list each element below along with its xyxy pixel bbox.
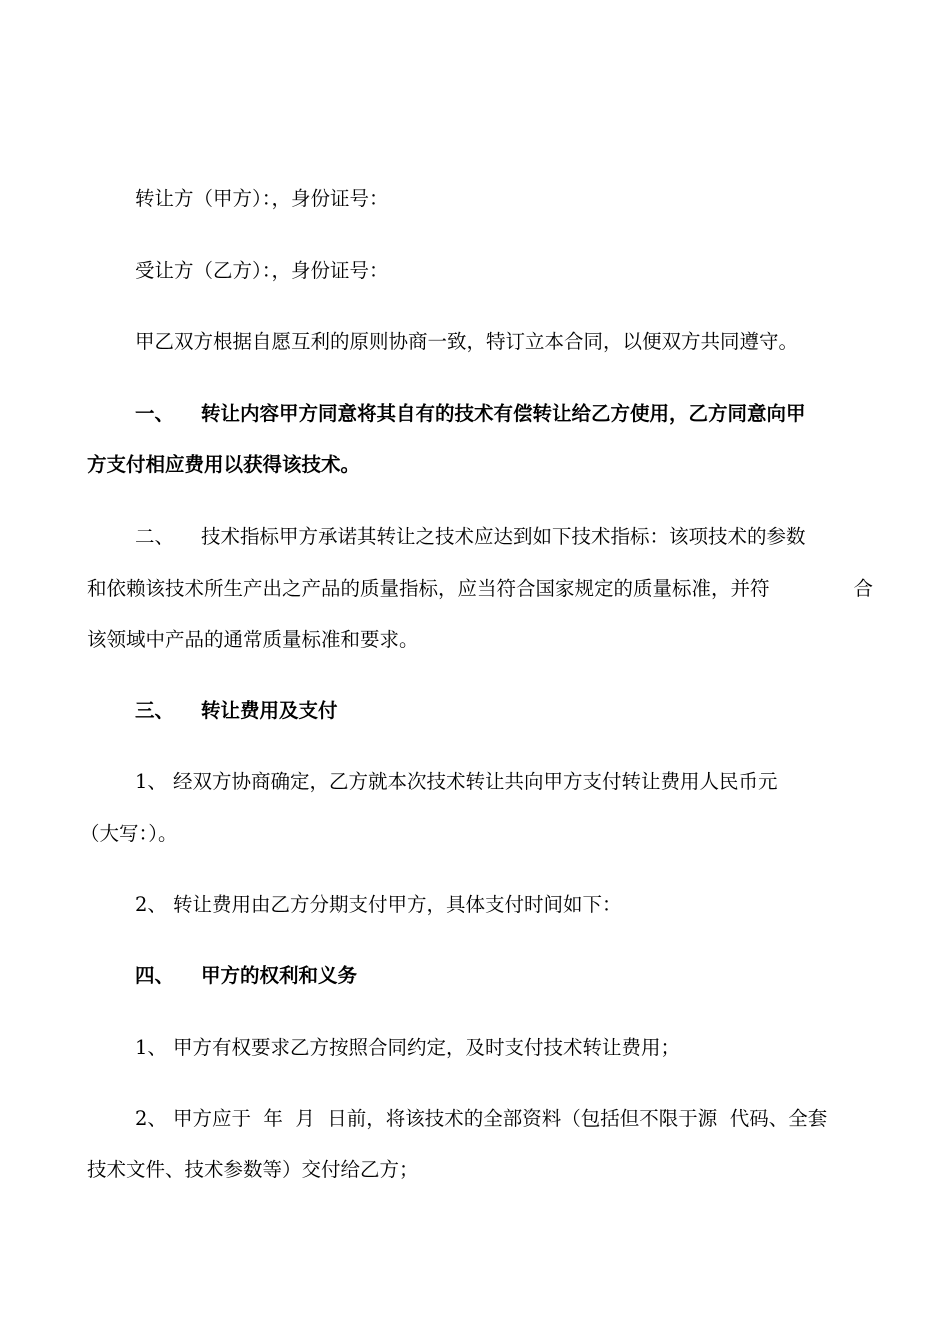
section4-number: 四、 xyxy=(135,964,175,987)
section4-item2-line2: 技术文件、技术参数等）交付给乙方； xyxy=(87,1158,419,1181)
section2-number: 二、 xyxy=(135,525,175,548)
section3-heading xyxy=(135,698,338,724)
section3-item2-number: 2、 xyxy=(135,893,167,916)
section4-item2-year: 年 xyxy=(263,1107,283,1130)
section3-title: 转让费用及支付 xyxy=(201,699,338,722)
section4-item2-text-a: 甲方应于 xyxy=(173,1107,252,1130)
section3-item1-line2: （大写：）。 xyxy=(80,822,178,845)
section3-item2 xyxy=(135,892,622,918)
intro-paragraph: 甲乙双方根据自愿互利的原则协商一致，特订立本合同，以便双方共同遵守。 xyxy=(135,330,799,353)
section4-title: 甲方的权利和义务 xyxy=(201,964,358,987)
section4-item2-number: 2、 xyxy=(135,1107,167,1130)
section3-item2-text: 转让费用由乙方分期支付甲方，具体支付时间如下： xyxy=(173,893,622,916)
section1-text-line1: 转让内容甲方同意将其自有的技术有偿转让给乙方使用，乙方同意向甲 xyxy=(201,402,806,425)
section4-item1 xyxy=(135,1035,680,1061)
section3-item1-number: 1、 xyxy=(135,770,167,793)
party-a-line: 转让方（甲方）：，身份证号： xyxy=(135,187,389,210)
section4-item1-text: 甲方有权要求乙方按照合同约定，及时支付技术转让费用； xyxy=(173,1036,681,1059)
section4-item2-text-e: 代码、全套 xyxy=(729,1107,828,1130)
section4-item2-text-d: 日前，将该技术的全部资料（包括但不限于源 xyxy=(327,1107,718,1130)
section2-line1 xyxy=(135,524,806,550)
party-b-line: 受让方（乙方）：，身份证号： xyxy=(135,259,389,282)
section1-number: 一、 xyxy=(135,402,175,425)
section4-heading xyxy=(135,963,357,989)
section4-item2-line1 xyxy=(135,1106,827,1132)
section2-text-line1: 技术指标甲方承诺其转让之技术应达到如下技术指标：该项技术的参数 xyxy=(201,525,806,548)
section4-item2-month: 月 xyxy=(295,1107,315,1130)
section2-text-line2b: 合 xyxy=(853,577,873,600)
section4-item1-number: 1、 xyxy=(135,1036,167,1059)
section3-number: 三、 xyxy=(135,699,175,722)
section1-line1 xyxy=(135,401,806,427)
section1-line2: 方支付相应费用以获得该技术。 xyxy=(87,453,361,476)
section2-line2 xyxy=(87,576,873,602)
section3-item1-line1 xyxy=(135,769,778,795)
section2-text-line2a: 和依赖该技术所生产出之产品的质量指标，应当符合国家规定的质量标准，并符 xyxy=(87,577,770,600)
section2-line3: 该领域中产品的通常质量标准和要求。 xyxy=(87,628,419,651)
section3-item1-text-line1: 经双方协商确定，乙方就本次技术转让共向甲方支付转让费用人民币元 xyxy=(173,770,778,793)
